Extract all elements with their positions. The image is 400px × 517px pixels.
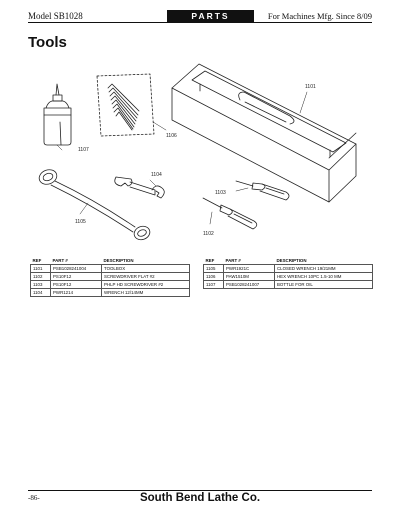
- oil-bottle-drawing: [44, 84, 71, 145]
- table-row: [204, 281, 373, 289]
- part-column-header: PART #: [225, 258, 241, 263]
- callout-1102: 1102: [203, 231, 214, 237]
- open-wrench-drawing: [115, 177, 165, 198]
- flat-screwdriver-drawing: [203, 198, 257, 229]
- description-cell: TOOLBOX: [102, 265, 190, 273]
- description-cell: PHLP HD SCREWDRIVER #2: [102, 281, 190, 289]
- page-header: [28, 10, 372, 23]
- callout-1103: 1103: [215, 190, 226, 196]
- table-row: [31, 265, 190, 273]
- callout-1106: 1106: [166, 133, 177, 139]
- table-row: [31, 273, 190, 281]
- callout-1101: 1101: [305, 84, 316, 90]
- ref-column-header: REF: [205, 258, 215, 263]
- table-row: [31, 289, 190, 297]
- machines-note: For Machines Mfg. Since 8/09: [267, 11, 372, 21]
- closed-wrench-drawing: [37, 167, 152, 242]
- table-row: [204, 265, 373, 273]
- section-tab: PARTS: [167, 10, 254, 22]
- toolbox-drawing: [172, 64, 356, 202]
- ref-cell: 1101: [31, 265, 51, 273]
- part-cell: PS10F12: [51, 273, 102, 281]
- description-cell: WRENCH 12/14MM: [102, 289, 190, 297]
- page-number: -86-: [28, 494, 40, 502]
- phillips-screwdriver-drawing: [236, 181, 289, 200]
- callout-1107: 1107: [78, 147, 89, 153]
- table-row: [31, 281, 190, 289]
- part-cell: PSB1028241007: [224, 281, 275, 289]
- table-row: [204, 273, 373, 281]
- brand-logo: South Bend Lathe Co.: [139, 492, 261, 504]
- footer-divider: [28, 490, 372, 491]
- ref-cell: 1102: [31, 273, 51, 281]
- tools-diagram: [0, 60, 400, 250]
- page-title: Tools: [28, 34, 67, 51]
- callout-1104: 1104: [151, 172, 162, 178]
- ref-cell: 1106: [204, 273, 224, 281]
- table-header-row: [31, 256, 190, 265]
- table-header-row: [204, 256, 373, 265]
- ref-cell: 1105: [204, 265, 224, 273]
- description-cell: BOTTLE FOR OIL: [275, 281, 373, 289]
- parts-table-right: [203, 256, 373, 289]
- part-cell: PWR1921C: [224, 265, 275, 273]
- part-cell: PSB1028241004: [51, 265, 102, 273]
- part-cell: PWR1214: [51, 289, 102, 297]
- callout-1105: 1105: [75, 219, 86, 225]
- model-label: Model SB1028: [28, 11, 83, 21]
- part-column-header: PART #: [52, 258, 68, 263]
- ref-cell: 1107: [204, 281, 224, 289]
- description-cell: SCREWDRIVER FLAT #2: [102, 273, 190, 281]
- description-cell: HEX WRENCH 10PC 1.5-10 MM: [275, 273, 373, 281]
- parts-table-left: [30, 256, 190, 297]
- description-cell: CLOSED WRENCH 19/21MM: [275, 265, 373, 273]
- part-cell: PS10F12: [51, 281, 102, 289]
- hex-wrench-set-drawing: [97, 74, 154, 136]
- description-column-header: DESCRIPTION: [103, 258, 134, 263]
- ref-column-header: REF: [32, 258, 42, 263]
- part-cell: PAW1510M: [224, 273, 275, 281]
- description-column-header: DESCRIPTION: [276, 258, 307, 263]
- ref-cell: 1104: [31, 289, 51, 297]
- ref-cell: 1103: [31, 281, 51, 289]
